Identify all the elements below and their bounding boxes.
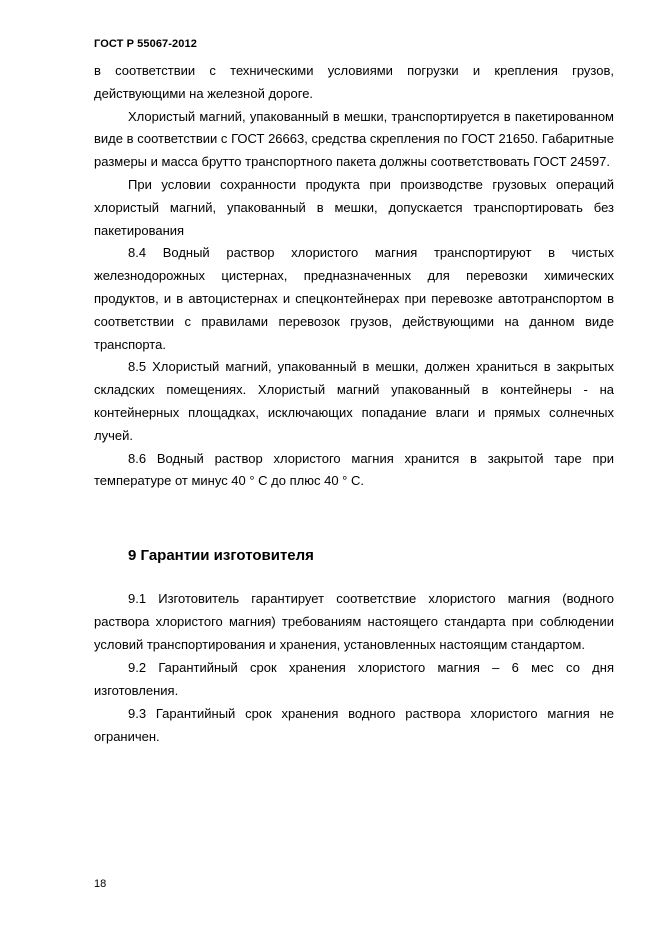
paragraph-packaging-transport: Хлористый магний, упакованный в мешки, транспортируется в пакетированном виде в соответствии с ГОСТ 26663, средства скрепления по ГОСТ 21650. Габаритные размеры и масса брутто транспортного пакета должны соответствовать ГОСТ 24597. xyxy=(94,108,614,170)
paragraph-9-3: 9.3 Гарантийный срок хранения водного раствора хлористого магния не ограничен. xyxy=(94,706,614,744)
section-9-heading: 9 Гарантии изготовителя xyxy=(128,547,314,564)
section-8-continued-text xyxy=(94,60,614,493)
paragraph-8-6: 8.6 Водный раствор хлористого магния хранится в закрытой таре при температуре от минус 40 ° С до плюс 40 ° С. xyxy=(94,450,614,489)
paragraph-8-5: 8.5 Хлористый магний, упакованный в мешки, должен храниться в закрытых складских помещениях. Хлористый магний упакованный в контейнеры - на контейнерных площадках, исключающих попадание влаги и прямых солнечных лучей. xyxy=(94,359,614,443)
paragraph-9-2: 9.2 Гарантийный срок хранения хлористого магния – 6 мес со дня изготовления. xyxy=(94,660,614,698)
paragraph-no-packaging: При условии сохранности продукта при производстве грузовых операций хлористый магний, упакованный в мешки, допускается транспортировать без пакетирования xyxy=(94,176,614,238)
document-code-header: ГОСТ Р 55067-2012 xyxy=(94,38,197,50)
page-number: 18 xyxy=(94,878,107,890)
paragraph-8-4: 8.4 Водный раствор хлористого магния транспортируют в чистых железнодорожных цистернах, предназначенных для перевозки химических продуктов, и в автоцистернах и спецконтейнерах при перевозке автотранспортом в соответствии с правилами перевозок грузов, действующими на данном виде транспорта. xyxy=(94,245,614,352)
paragraph-continuation: в соответствии с техническими условиями погрузки и крепления грузов, действующими на железной дороге. xyxy=(94,63,614,101)
paragraph-9-1: 9.1 Изготовитель гарантирует соответствие хлористого магния (водного раствора хлористого магния) требованиям настоящего стандарта при соблюдении условий транспортирования и хранения, установленных настоящим стандартом. xyxy=(94,591,614,652)
section-9-text xyxy=(94,587,614,748)
